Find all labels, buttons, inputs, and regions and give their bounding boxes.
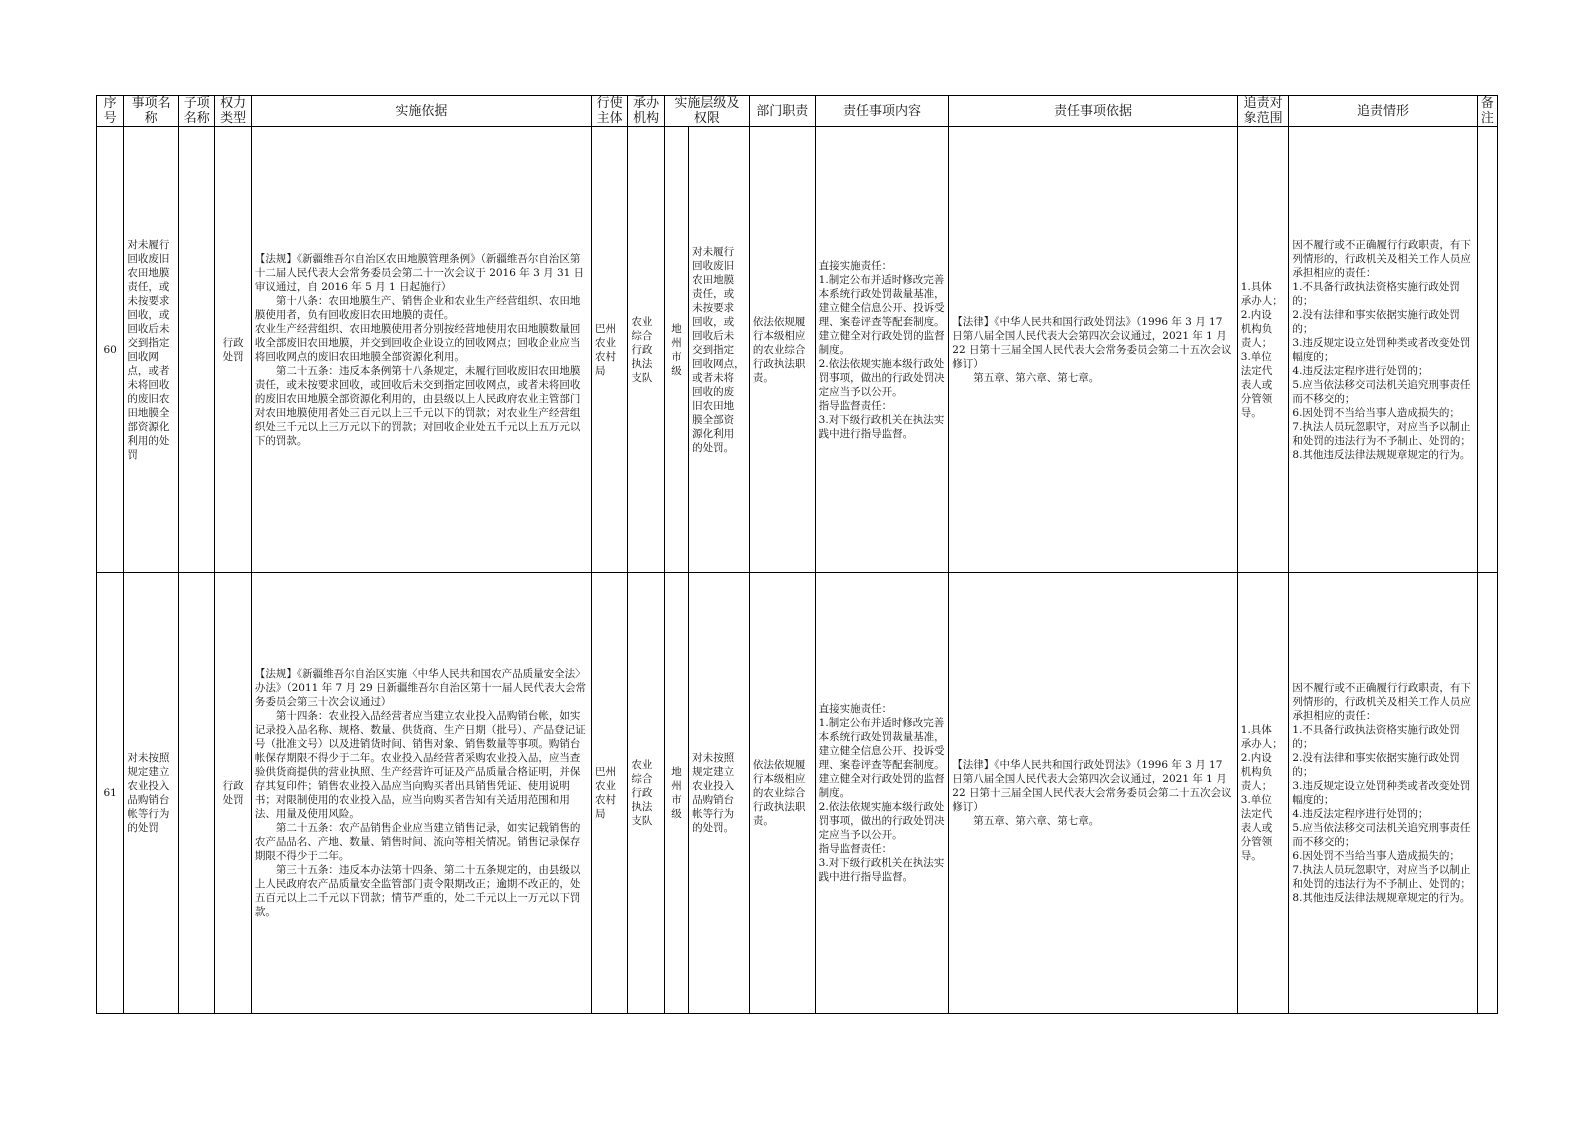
row-seq: 61 bbox=[97, 573, 124, 1014]
header-duty: 部门职责 bbox=[749, 96, 815, 127]
header-resp-basis: 责任事项依据 bbox=[949, 96, 1237, 127]
row-subject: 巴州 农业 农村 局 bbox=[591, 127, 627, 573]
row-note bbox=[1477, 127, 1497, 573]
row-level-scope: 对未履行 回收废旧 农田地膜 责任，或 未按要求 回收，或 回收后未 交到指定 回收网点， 或者未将 回收的废 旧农田地 膜全部资 源化利用 的处罚。 bbox=[689, 127, 750, 573]
row-scope: 1.具体 承办人； 2.内设 机构负 责人； 3.单位 法定代 表人或 分管领 导。 bbox=[1237, 127, 1289, 573]
row-sub-item bbox=[178, 573, 214, 1014]
header-item-name: 事项名 称 bbox=[124, 96, 179, 127]
power-list-table bbox=[96, 95, 1498, 1014]
row-level-tier: 地 州 市 级 bbox=[664, 127, 688, 573]
row-basis: 【法规】《新疆维吾尔自治区农田地膜管理条例》（新疆维吾尔自治区第十二届人民代表大会常务委员会第二十一次会议于 2016 年 3 月 31 日审议通过，自 2016 年 5 月 1 日起施行） 第十八条：农田地膜生产、销售企业和农业生产经营组织、农田地膜使用者，负有回收废旧农田地膜的责任。 农业生产经营组织、农田地膜使用者分别按经营地使用农田地膜数量回收全部废旧农田地膜，并交到回收企业设立的回收网点；回收企业应当将回收网点的废旧农田地膜全部资源化利用。 第二十五条：违反本条例第十八条规定，未履行回收废旧农田地膜责任，或未按要求回收，或回收后未交到指定回收网点，或者未将回收的废旧农田地膜全部资源化利用的，由县级以上人民政府农业主管部门对农田地膜使用者处三百元以上三千元以下的罚款；对农业生产经营组织处三千元以上三万元以下的罚款；对回收企业处五千元以上五万元以下的罚款。 bbox=[251, 127, 591, 573]
header-scope: 追责对 象范围 bbox=[1237, 96, 1289, 127]
row-power-type: 行政 处罚 bbox=[215, 573, 251, 1014]
row-level-scope: 对未按照 规定建立 农业投入 品购销台 帐等行为 的处罚。 bbox=[689, 573, 750, 1014]
row-resp-basis: 【法律】《中华人民共和国行政处罚法》（1996 年 3 月 17 日第八届全国人民代表大会第四次会议通过，2021 年 1 月 22 日第十三届全国人民代表大会常务委员会第二十五次会议修订） 第五章、第六章、第七章。 bbox=[949, 127, 1237, 573]
row-seq: 60 bbox=[97, 127, 124, 573]
row-agency: 农业 综合 行政 执法 支队 bbox=[628, 573, 664, 1014]
row-agency: 农业 综合 行政 执法 支队 bbox=[628, 127, 664, 573]
row-power-type: 行政 处罚 bbox=[215, 127, 251, 573]
row-duty: 依法依规履 行本级相应 的农业综合 行政执法职 责。 bbox=[749, 573, 815, 1014]
row-cases: 因不履行或不正确履行行政职责，有下列情形的，行政机关及相关工作人员应承担相应的责任： 1.不具备行政执法资格实施行政处罚的； 2.没有法律和事实依据实施行政处罚的； 3.违反规定设立处罚种类或者改变处罚幅度的； 4.违反法定程序进行处罚的； 5.应当依法移交司法机关追究刑事责任而不移交的； 6.因处罚不当给当事人造成损失的； 7.执法人员玩忽职守，对应当予以制止和处罚的违法行为不予制止、处罚的； 8.其他违反法律法规规章规定的行为。 bbox=[1289, 127, 1477, 573]
header-subject: 行使 主体 bbox=[591, 96, 627, 127]
row-resp-basis: 【法律】《中华人民共和国行政处罚法》（1996 年 3 月 17 日第八届全国人民代表大会第四次会议通过，2021 年 1 月 22 日第十三届全国人民代表大会常务委员会第二十五次会议修订） 第五章、第六章、第七章。 bbox=[949, 573, 1237, 1014]
header-power-type: 权力 类型 bbox=[215, 96, 251, 127]
row-subject: 巴州 农业 农村 局 bbox=[591, 573, 627, 1014]
header-agency: 承办 机构 bbox=[628, 96, 664, 127]
header-sub-item: 子项 名称 bbox=[178, 96, 214, 127]
row-scope: 1.具体 承办人； 2.内设 机构负 责人； 3.单位 法定代 表人或 分管领 导。 bbox=[1237, 573, 1289, 1014]
header-resp-content: 责任事项内容 bbox=[815, 96, 949, 127]
row-item-name: 对未按照 规定建立 农业投入 品购销台 帐等行为 的处罚 bbox=[124, 573, 179, 1014]
row-level-tier: 地 州 市 级 bbox=[664, 573, 688, 1014]
table-header-row bbox=[97, 96, 1498, 127]
header-note: 备 注 bbox=[1477, 96, 1497, 127]
header-seq: 序 号 bbox=[97, 96, 124, 127]
row-note bbox=[1477, 573, 1497, 1014]
row-sub-item bbox=[178, 127, 214, 573]
row-resp-content: 直接实施责任： 1.制定公布并适时修改完善本系统行政处罚裁量基准，建立健全信息公开、投诉受理、案卷评查等配套制度。建立健全对行政处罚的监督制度。 2.依法依规实施本级行政处罚事项，做出的行政处罚决定应当予以公开。 指导监督责任： 3.对下级行政机关在执法实践中进行指导监督。 bbox=[815, 127, 949, 573]
row-resp-content: 直接实施责任： 1.制定公布并适时修改完善本系统行政处罚裁量基准，建立健全信息公开、投诉受理、案卷评查等配套制度。建立健全对行政处罚的监督制度。 2.依法依规实施本级行政处罚事项，做出的行政处罚决定应当予以公开。 指导监督责任： 3.对下级行政机关在执法实践中进行指导监督。 bbox=[815, 573, 949, 1014]
header-level: 实施层级及 权限 bbox=[664, 96, 749, 127]
row-basis: 【法规】《新疆维吾尔自治区实施〈中华人民共和国农产品质量安全法〉办法》（2011 年 7 月 29 日新疆维吾尔自治区第十一届人民代表大会常务委员会第三十次会议通过） 第十四条：农业投入品经营者应当建立农业投入品购销台帐，如实记录投入品名称、规格、数量、供货商、生产日期（批号）、产品登记证号（批准文号）以及进销货时间、销售对象、销售数量等事项。购销台帐保存期限不得少于二年。农业投入品经营者采购农业投入品，应当查验供货商提供的营业执照、生产经营许可证及产品质量合格证明，并保存其复印件；销售农业投入品应当向购买者出具销售凭证、使用说明书；对限制使用的农业投入品，应当向购买者告知有关适用范围和用法、用量及使用风险。 第二十五条：农产品销售企业应当建立销售记录，如实记载销售的农产品品名、产地、数量、销售时间、流向等相关情况。销售记录保存期限不得少于二年。 第三十五条：违反本办法第十四条、第二十五条规定的，由县级以上人民政府农产品质量安全监管部门责令限期改正；逾期不改正的，处五百元以上二千元以下罚款；情节严重的，处二千元以上一万元以下罚款。 bbox=[251, 573, 591, 1014]
table-row bbox=[97, 573, 1498, 1014]
table-row bbox=[97, 127, 1498, 573]
row-cases: 因不履行或不正确履行行政职责，有下列情形的，行政机关及相关工作人员应承担相应的责任： 1.不具备行政执法资格实施行政处罚的； 2.没有法律和事实依据实施行政处罚的； 3.违反规定设立处罚种类或者改变处罚幅度的； 4.违反法定程序进行处罚的； 5.应当依法移交司法机关追究刑事责任而不移交的； 6.因处罚不当给当事人造成损失的； 7.执法人员玩忽职守，对应当予以制止和处罚的违法行为不予制止、处罚的； 8.其他违反法律法规规章规定的行为。 bbox=[1289, 573, 1477, 1014]
header-cases: 追责情形 bbox=[1289, 96, 1477, 127]
row-duty: 依法依规履 行本级相应 的农业综合 行政执法职 责。 bbox=[749, 127, 815, 573]
header-basis: 实施依据 bbox=[251, 96, 591, 127]
row-item-name: 对未履行 回收废旧 农田地膜 责任，或 未按要求 回收，或 回收后未 交到指定 回收网 点，或者 未将回收 的废旧农 田地膜全 部资源化 利用的处 罚 bbox=[124, 127, 179, 573]
